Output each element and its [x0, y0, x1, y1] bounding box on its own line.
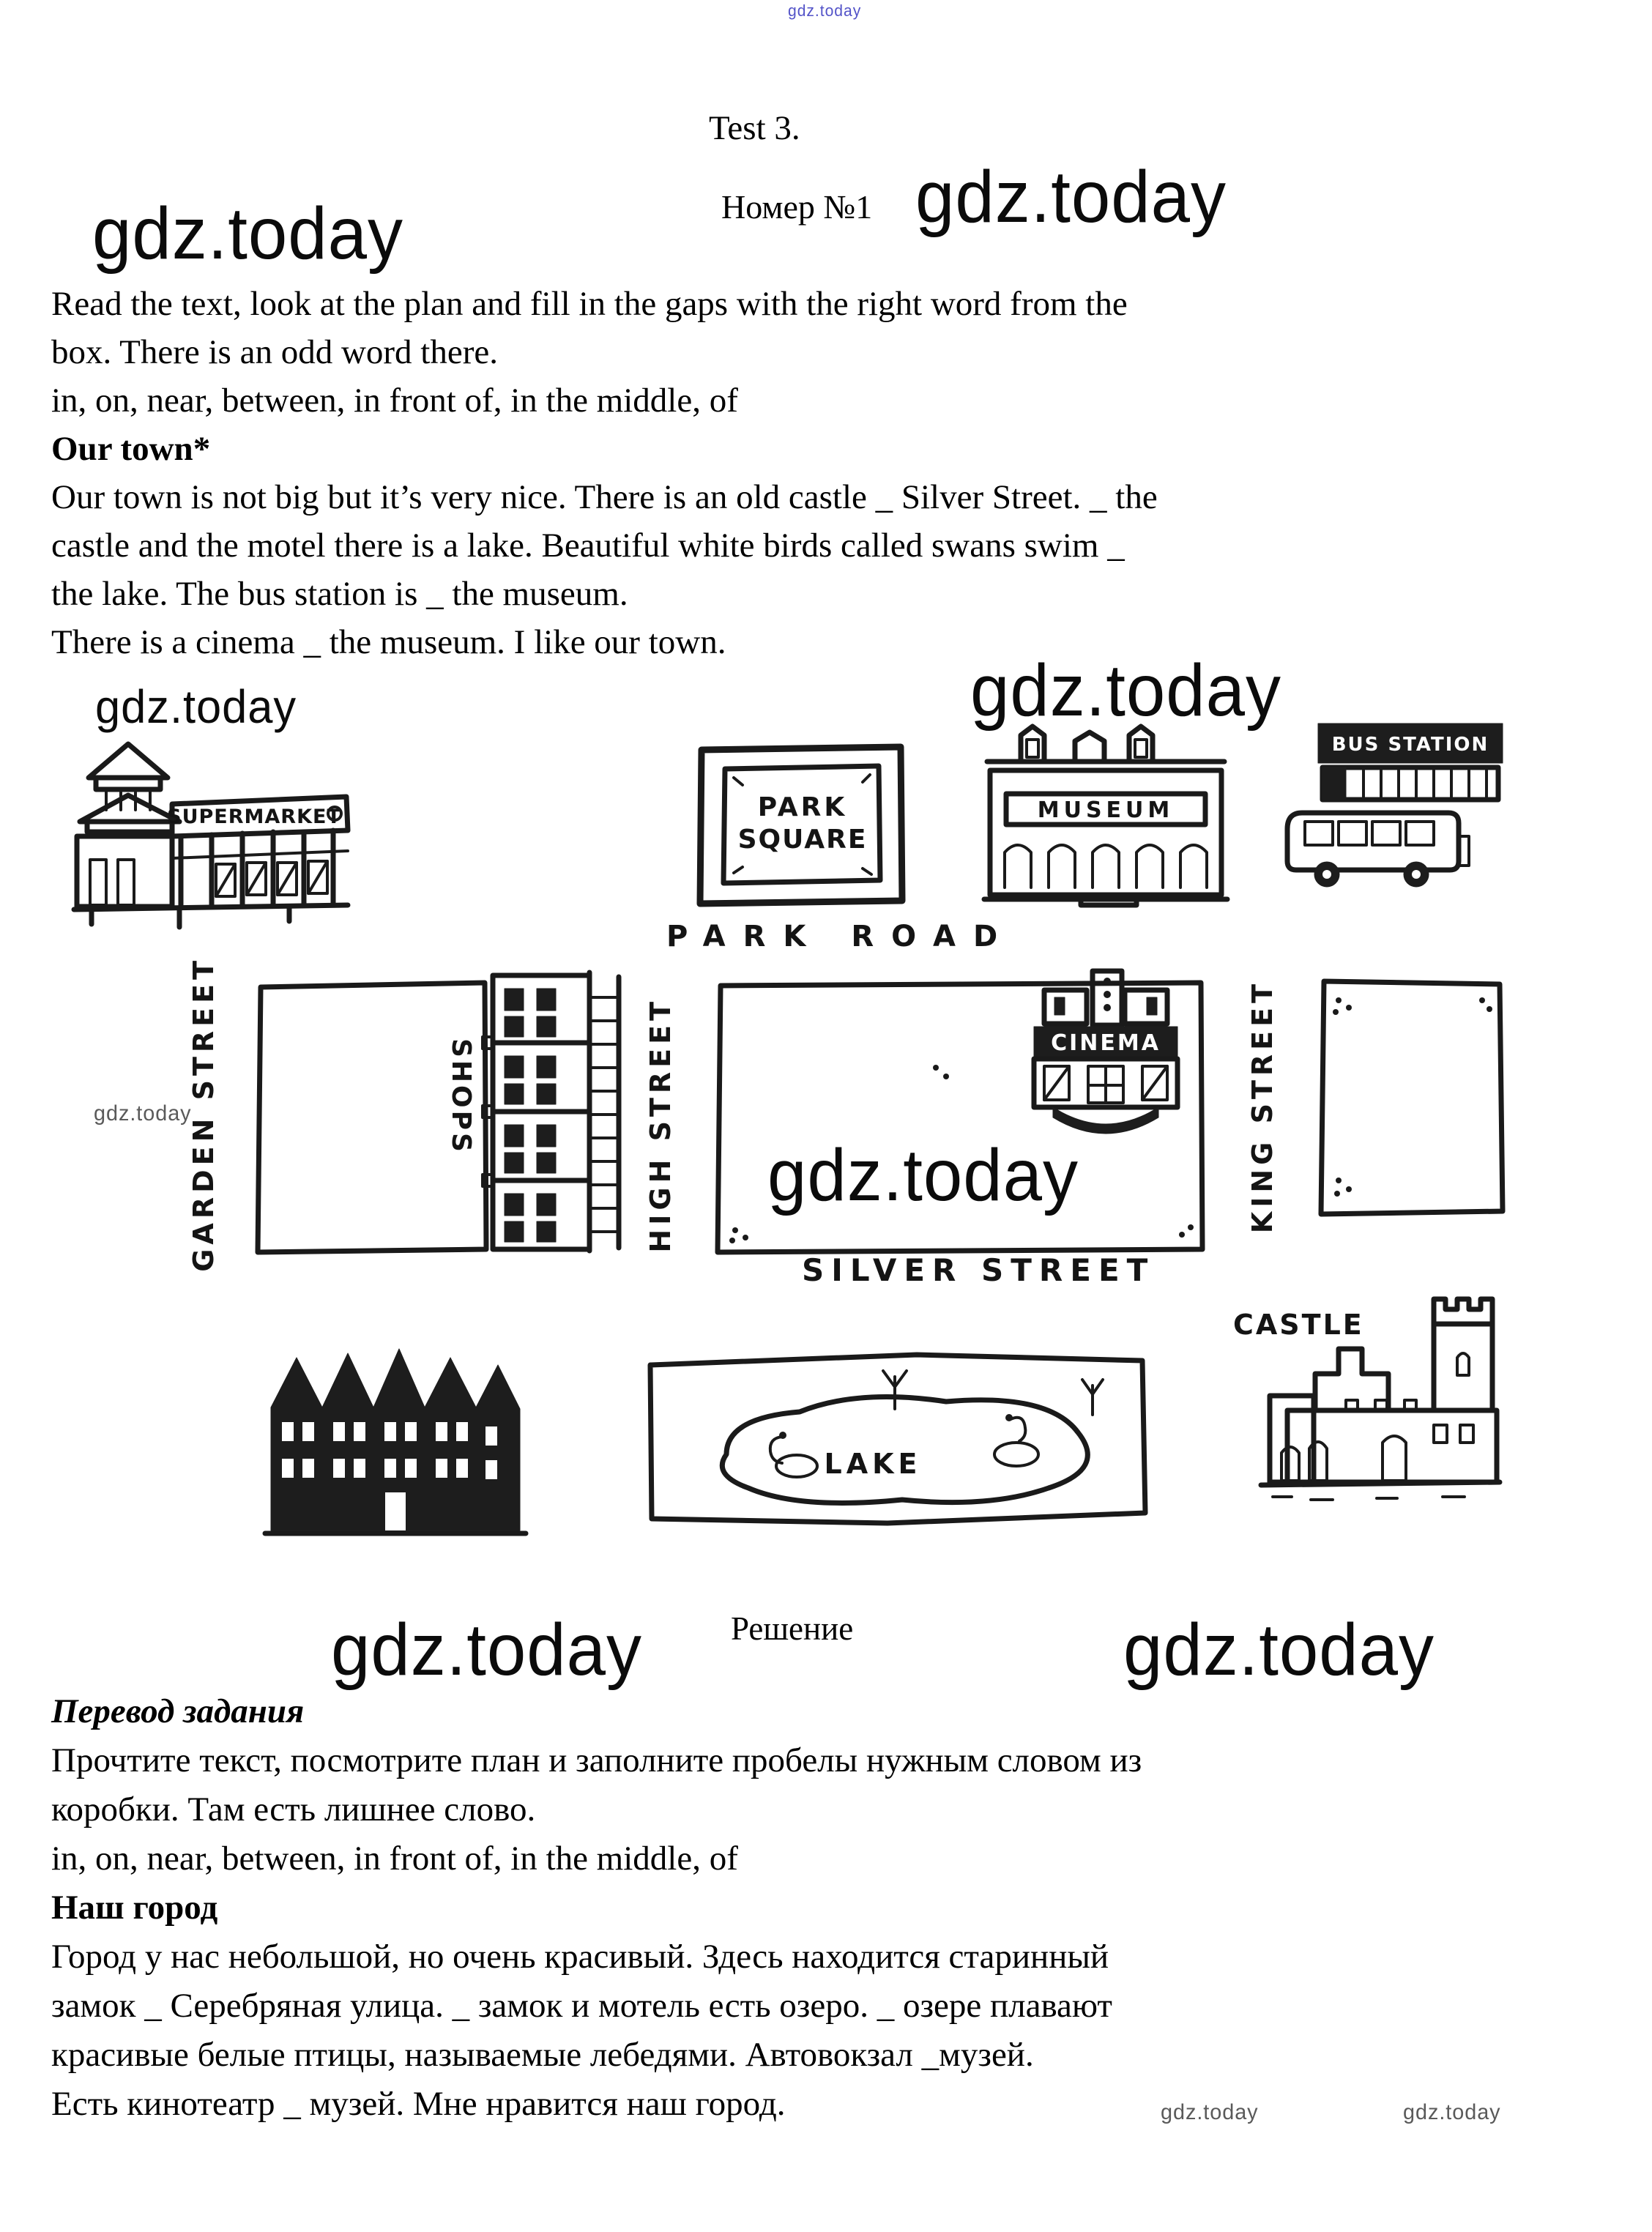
street-label-silver-street: SILVER STREET: [802, 1252, 1156, 1288]
watermark-bottom-2: gdz.today: [1403, 2100, 1501, 2124]
story-line: замок _ Серебряная улица. _ замок и мотель есть озеро. _ озере плавают: [51, 1987, 1112, 2025]
cinema-illustration: [1002, 968, 1210, 1151]
street-label-king-street: KING STREET: [1246, 980, 1279, 1234]
watermark-bottom-1: gdz.today: [1161, 2100, 1259, 2124]
shops-illustration: [480, 965, 622, 1257]
park-square-label-top: PARK: [757, 792, 848, 822]
watermark-map-left: gdz.today: [95, 680, 297, 733]
street-label-high-street: HIGH STREET: [644, 997, 677, 1253]
watermark-solution-left: gdz.today: [331, 1609, 642, 1691]
instruction-line: Прочтите текст, посмотрите план и заполните пробелы нужным словом из: [51, 1741, 1142, 1779]
supermarket-sign-label: SUPERMARKET: [167, 806, 341, 828]
story-line: Our town is not big but it’s very nice. There is an old castle _ Silver Street. _ the: [51, 478, 1158, 516]
task-text-russian: [51, 1687, 1142, 2129]
watermark-header-right: gdz.today: [915, 156, 1227, 238]
street-label-park-road: PARK ROAD: [666, 920, 1016, 953]
task-text-english: [51, 280, 1158, 666]
story-line: the lake. The bus station is _ the museum.: [51, 575, 628, 613]
story-line: castle and the motel there is a lake. Beautiful white birds called swans swim _: [51, 527, 1125, 565]
museum-illustration: [974, 723, 1238, 910]
story-line: There is a cinema _ the museum. I like our town.: [51, 623, 726, 661]
instruction-line: Read the text, look at the plan and fill in the gaps with the right word from the: [51, 285, 1128, 323]
bus-station-illustration: [1280, 719, 1511, 908]
park-square-label-bottom: SQUARE: [737, 825, 868, 855]
watermark-map-center: gdz.today: [767, 1134, 1079, 1216]
page-title: Test 3.: [709, 109, 800, 147]
watermark-top-tiny: gdz.today: [788, 1, 862, 20]
story-line: красивые белые птицы, называемые лебедями. Автовокзал _музей.: [51, 2036, 1034, 2074]
bus-station-sign-label: BUS STATION: [1331, 734, 1489, 756]
swan-left: [770, 1432, 817, 1477]
street-label-garden-street: GARDEN STREET: [187, 956, 220, 1272]
lake-illustration: [639, 1344, 1151, 1533]
swan-right: [994, 1414, 1038, 1466]
watermark-solution-right: gdz.today: [1123, 1609, 1435, 1691]
task-number: Номер №1: [721, 188, 873, 226]
shops-label: SHOPS: [446, 1038, 476, 1155]
lake-label: LAKE: [824, 1448, 922, 1480]
story-title: Наш город: [51, 1889, 218, 1927]
castle-illustration: [1199, 1286, 1507, 1513]
word-box-line: in, on, near, between, in front of, in the middle, of: [51, 382, 738, 420]
story-title: Our town*: [51, 430, 211, 468]
castle-label: CASTLE: [1233, 1309, 1364, 1341]
instruction-line: box. There is an odd word there.: [51, 333, 498, 371]
motel-houses-illustration: [262, 1320, 529, 1547]
word-box-line: in, on, near, between, in front of, in the middle, of: [51, 1839, 738, 1878]
solution-heading: Решение: [731, 1610, 854, 1647]
empty-lot-outline: [1317, 975, 1507, 1219]
instruction-line: коробки. Там есть лишнее слово.: [51, 1790, 536, 1829]
cinema-sign-label: CINEMA: [1051, 1030, 1161, 1056]
translation-heading: Перевод задания: [51, 1692, 305, 1730]
story-line: Есть кинотеатр _ музей. Мне нравится наш город.: [51, 2085, 786, 2123]
story-line: Город у нас небольшой, но очень красивый. Здесь находится старинный: [51, 1938, 1109, 1976]
watermark-map-right: gdz.today: [970, 650, 1281, 732]
park-square-sign: [694, 741, 908, 908]
watermark-header-left: gdz.today: [92, 193, 403, 275]
museum-sign-label: MUSEUM: [1037, 797, 1175, 823]
watermark-map-small-left: gdz.today: [94, 1101, 192, 1126]
supermarket-illustration: [70, 734, 348, 937]
